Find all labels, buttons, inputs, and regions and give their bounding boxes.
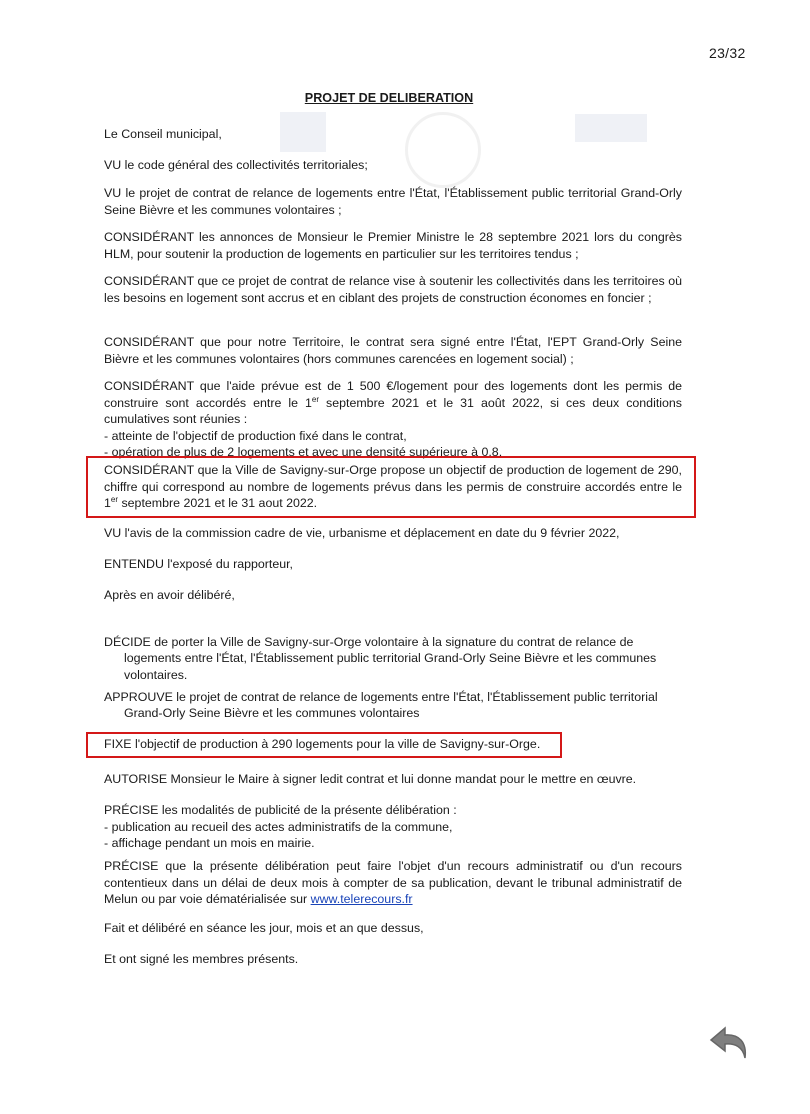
fixe: FIXE l'objectif de production à 290 logements pour la ville de Savigny-sur-Orge. bbox=[104, 737, 541, 751]
ghost-seal bbox=[405, 112, 481, 188]
savigny-text-2: septembre 2021 et le 31 aout 2022. bbox=[118, 496, 318, 511]
aide-text-2: septembre 2021 et le 31 août 2022, si ces deux conditions cumulatives sont réunies : bbox=[104, 395, 683, 427]
telerecours-link[interactable]: www.telerecours.fr bbox=[310, 892, 413, 907]
return-arrow-icon[interactable] bbox=[705, 1018, 753, 1066]
precise-bullet-1: - publication au recueil des actes administratifs de la commune, bbox=[104, 819, 453, 834]
precise-publicite bbox=[104, 802, 682, 852]
considerant-aide bbox=[104, 378, 682, 461]
decide-line-1: DÉCIDE de porter la Ville de Savigny-sur-Orge volontaire à la signature du contrat de relance de bbox=[104, 635, 634, 649]
savigny-text-1: CONSIDÉRANT que la Ville de Savigny-sur-Orge propose un objectif de production de logement de 290, chiffre qui correspond au nombre de logements prévus dans les permis de construire accordés entre le 1 bbox=[104, 463, 682, 511]
aide-text-1: CONSIDÉRANT que l'aide prévue est de 1 500 €/logement pour des logements dont les permis de construire sont accordés entre le 1 bbox=[104, 379, 682, 410]
document-title: PROJET DE DELIBERATION bbox=[304, 91, 474, 105]
aide-bullet-2: - opération de plus de 2 logements et avec une densité supérieure à 0,8. bbox=[104, 445, 503, 460]
recours-text: PRÉCISE que la présente délibération peut faire l'objet d'un recours administratif ou d'un recours contentieux dans un délai de deux mois à compter de sa publication, devant le tribunal administratif de Melun ou par voie dématérialisée sur bbox=[104, 859, 682, 907]
fait-delibere: Fait et délibéré en séance les jour, mois et an que dessus, bbox=[104, 921, 424, 935]
savigny-sup: er bbox=[110, 495, 119, 505]
considerant-savigny bbox=[104, 462, 682, 512]
membres-signe: Et ont signé les membres présents. bbox=[104, 952, 299, 966]
vu-projet: VU le projet de contrat de relance de logements entre l'État, l'Établissement public territorial Grand-Orly Seine Bièvre et les communes volontaires ; bbox=[104, 186, 682, 217]
aide-bullet-1: - atteinte de l'objectif de production fixé dans le contrat, bbox=[104, 428, 407, 443]
decide-rest: logements entre l'État, l'Établissement public territorial Grand-Orly Seine Bièvre et les communes volontaires. bbox=[124, 651, 657, 682]
vu-avis: VU l'avis de la commission cadre de vie, urbanisme et déplacement en date du 9 février 2022, bbox=[104, 526, 620, 540]
considerant-contrat: CONSIDÉRANT que ce projet de contrat de relance vise à soutenir les collectivités dans les territoires où les besoins en logement sont accrus et en ciblant des projets de construction économes en foncier ; bbox=[104, 274, 682, 305]
aide-sup: er bbox=[311, 394, 320, 404]
precise-recours bbox=[104, 858, 682, 908]
considerant-territoire: CONSIDÉRANT que pour notre Territoire, le contrat sera signé entre l'État, l'EPT Grand-Orly Seine Bièvre et les communes volontaires (hors communes carencées en logement social) ; bbox=[104, 335, 682, 366]
vu-code: VU le code général des collectivités territoriales; bbox=[104, 158, 368, 172]
apres-delibere: Après en avoir délibéré, bbox=[104, 588, 235, 602]
intro: Le Conseil municipal, bbox=[104, 127, 222, 141]
approuve-line-1: APPROUVE le projet de contrat de relance de logements entre l'État, l'Établissement public territorial bbox=[104, 690, 658, 704]
approuve-rest: Grand-Orly Seine Bièvre et les communes volontaires bbox=[124, 706, 420, 720]
page-number: 23/32 bbox=[709, 45, 746, 61]
precise-bullet-2: - affichage pendant un mois en mairie. bbox=[104, 836, 315, 851]
considerant-annonces: CONSIDÉRANT les annonces de Monsieur le Premier Ministre le 28 septembre 2021 lors du congrès HLM, pour soutenir la production de logements en particulier sur les territoires tendus ; bbox=[104, 230, 682, 261]
precise-line-1: PRÉCISE les modalités de publicité de la présente délibération : bbox=[104, 803, 457, 817]
autorise: AUTORISE Monsieur le Maire à signer ledit contrat et lui donne mandat pour le mettre en œuvre. bbox=[104, 772, 637, 786]
entendu: ENTENDU l'exposé du rapporteur, bbox=[104, 557, 293, 571]
